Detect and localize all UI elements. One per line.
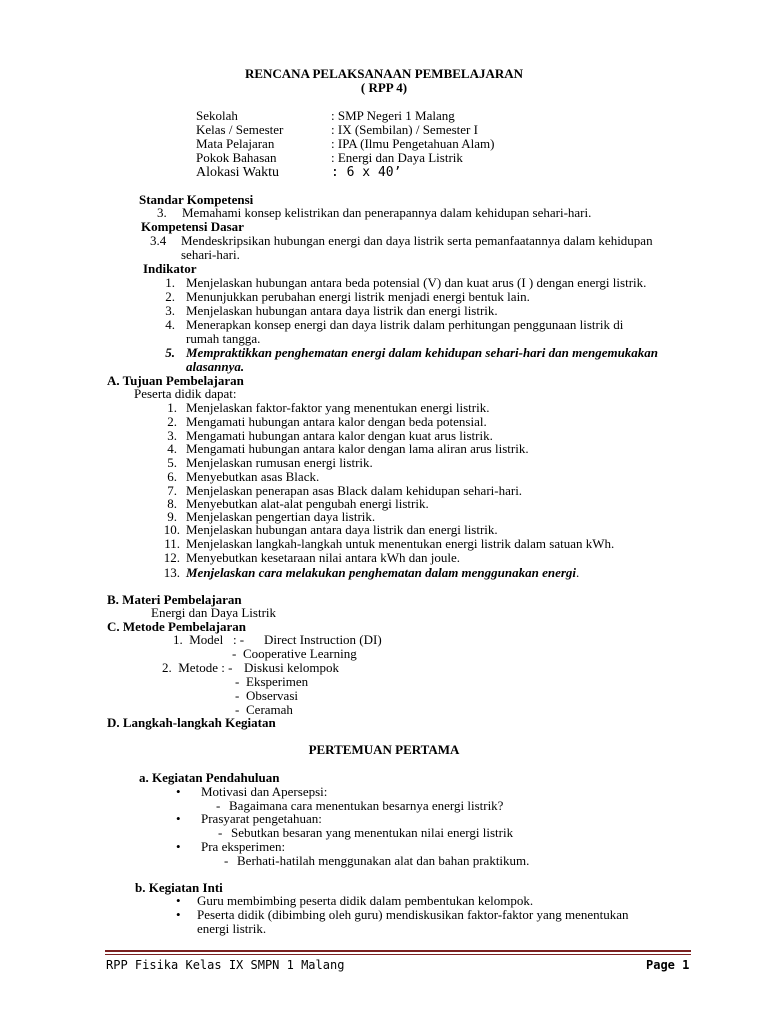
dash: -	[235, 702, 240, 717]
list-item: Menyebutkan asas Black.	[186, 469, 320, 484]
list-number: 8.	[167, 496, 177, 511]
standar-heading: Standar Kompetensi	[139, 192, 254, 207]
bullet-icon: •	[176, 907, 181, 922]
list-item: Menjelaskan hubungan antara daya listrik dan energi listrik.	[186, 522, 498, 537]
list-item: Menyebutkan kesetaraan nilai antara kWh dan joule.	[186, 550, 460, 565]
list-item: Menjelaskan faktor-faktor yang menentukan energi listrik.	[186, 400, 490, 415]
list-item: Menjelaskan hubungan antara daya listrik dan energi listrik.	[186, 303, 498, 318]
list-item: Menjelaskan penerapan asas Black dalam kehidupan sehari-hari.	[186, 483, 523, 498]
indikator-heading: Indikator	[143, 261, 197, 276]
list-number: 3.	[165, 303, 175, 318]
kompetensi-num: 3.4	[150, 233, 167, 248]
info-label: Kelas / Semester	[196, 122, 284, 137]
list-item: Mempraktikkan penghematan energi dalam kehidupan sehari-hari dan mengemukakan	[186, 345, 659, 360]
bullet-text: Pra eksperimen:	[201, 839, 286, 854]
tujuan-heading: A. Tujuan Pembelajaran	[107, 373, 244, 388]
bullet-icon: •	[176, 893, 181, 908]
dash: -	[218, 825, 223, 840]
list-item-text: Menjelaskan cara melakukan penghematan dalam menggunakan energi	[186, 565, 577, 580]
list-item: Mengamati hubungan antara kalor dengan kuat arus listrik.	[186, 428, 493, 443]
list-number: 5.	[167, 455, 177, 470]
list-number: 2.	[167, 414, 177, 429]
list-item: Menyebutkan alat-alat pengubah energi listrik.	[186, 496, 429, 511]
standar-num: 3.	[157, 205, 167, 220]
bullet-text: Guru membimbing peserta didik dalam pembentukan kelompok.	[197, 893, 534, 908]
kompetensi-line1: Mendeskripsikan hubungan energi dan daya listrik serta pemanfaatannya dalam kehidupan	[181, 233, 653, 248]
dash: -	[235, 688, 240, 703]
pendahuluan-heading: a. Kegiatan Pendahuluan	[139, 770, 280, 785]
list-number: 4.	[165, 317, 175, 332]
list-number: 3.	[167, 428, 177, 443]
metode-model-label: 1. Model : -	[173, 632, 245, 647]
materi-text: Energi dan Daya Listrik	[151, 605, 277, 620]
info-label: Alokasi Waktu	[196, 165, 279, 180]
list-number: 1.	[167, 400, 177, 415]
list-number: 5.	[165, 345, 175, 360]
metode-model-item: Direct Instruction (DI)	[264, 632, 382, 647]
info-label: Pokok Bahasan	[196, 150, 277, 165]
bullet-icon: •	[176, 811, 181, 826]
list-item: Menjelaskan pengertian daya listrik.	[186, 509, 376, 524]
bullet-text: Motivasi dan Apersepsi:	[201, 784, 328, 799]
list-number: 1.	[165, 275, 175, 290]
info-label: Sekolah	[196, 108, 238, 123]
list-item: Mengamati hubungan antara kalor dengan lama aliran arus listrik.	[186, 441, 529, 456]
info-value: : IX (Sembilan) / Semester I	[331, 122, 478, 137]
metode-model-item: Cooperative Learning	[243, 646, 357, 661]
info-label: Mata Pelajaran	[196, 136, 275, 151]
bullet-icon: •	[176, 784, 181, 799]
bullet-text: Peserta didik (dibimbing oleh guru) mendiskusikan faktor-faktor yang menentukan	[197, 907, 629, 922]
tujuan-intro: Peserta didik dapat:	[134, 386, 237, 401]
dash: -	[232, 646, 237, 661]
list-item: Menjelaskan langkah-langkah untuk menentukan energi listrik dalam satuan kWh.	[186, 536, 615, 551]
info-value: : Energi dan Daya Listrik	[331, 150, 463, 165]
list-number: 12.	[163, 550, 180, 565]
bullet-icon: •	[176, 839, 181, 854]
footer-page-number: Page 1	[646, 958, 690, 972]
bullet-text: Prasyarat pengetahuan:	[201, 811, 322, 826]
dash: -	[216, 798, 221, 813]
list-item: Menunjukkan perubahan energi listrik menjadi energi bentuk lain.	[186, 289, 530, 304]
page-title: RENCANA PELAKSANAAN PEMBELAJARAN	[244, 66, 524, 81]
list-item: Menerapkan konsep energi dan daya listrik dalam perhitungan penggunaan listrik di	[186, 317, 624, 332]
bullet-sub: Bagaimana cara menentukan besarnya energi listrik?	[229, 798, 504, 813]
dash: -	[235, 674, 240, 689]
list-number: 10.	[163, 522, 180, 537]
metode-metode-item: Eksperimen	[246, 674, 309, 689]
metode-metode-item: Diskusi kelompok	[244, 660, 339, 675]
info-value: : IPA (Ilmu Pengetahuan Alam)	[331, 136, 495, 151]
kompetensi-heading: Kompetensi Dasar	[141, 219, 244, 234]
inti-heading: b. Kegiatan Inti	[135, 880, 223, 895]
standar-text: Memahami konsep kelistrikan dan penerapannya dalam kehidupan sehari-hari.	[182, 205, 592, 220]
metode-metode-item: Ceramah	[246, 702, 293, 717]
footer-rule	[105, 950, 691, 952]
list-number: 4.	[167, 441, 177, 456]
langkah-heading: D. Langkah-langkah Kegiatan	[107, 715, 276, 730]
kompetensi-line2: sehari-hari.	[181, 247, 240, 262]
materi-heading: B. Materi Pembelajaran	[107, 592, 242, 607]
list-item-period: .	[576, 565, 580, 580]
dash: -	[224, 853, 229, 868]
footer-left: RPP Fisika Kelas IX SMPN 1 Malang	[106, 958, 345, 972]
bullet-continuation: energi listrik.	[197, 921, 267, 936]
info-value: : SMP Negeri 1 Malang	[331, 108, 455, 123]
list-number: 11.	[164, 536, 180, 551]
metode-metode-label: 2. Metode : -	[162, 660, 233, 675]
list-item: Menjelaskan rumusan energi listrik.	[186, 455, 373, 470]
list-item: Mengamati hubungan antara kalor dengan beda potensial.	[186, 414, 487, 429]
list-item-continuation: alasannya.	[186, 359, 245, 374]
metode-heading: C. Metode Pembelajaran	[107, 619, 246, 634]
pertemuan-heading: PERTEMUAN PERTAMA	[308, 742, 460, 757]
list-number: 9.	[167, 509, 177, 524]
list-number: 13.	[163, 565, 180, 580]
bullet-sub: Sebutkan besaran yang menentukan nilai energi listrik	[231, 825, 514, 840]
list-number: 6.	[167, 469, 177, 484]
list-item-continuation: rumah tangga.	[186, 331, 261, 346]
bullet-sub: Berhati-hatilah menggunakan alat dan bahan praktikum.	[237, 853, 530, 868]
info-value: : 6 x 40’	[331, 165, 402, 180]
list-number: 7.	[167, 483, 177, 498]
metode-metode-item: Observasi	[246, 688, 298, 703]
list-number: 2.	[165, 289, 175, 304]
list-item: Menjelaskan hubungan antara beda potensial (V) dan kuat arus (I ) dengan energi listrik.	[186, 275, 647, 290]
page-subtitle: ( RPP 4)	[360, 80, 408, 95]
list-item	[186, 566, 579, 580]
footer-rule-thin	[105, 954, 691, 955]
